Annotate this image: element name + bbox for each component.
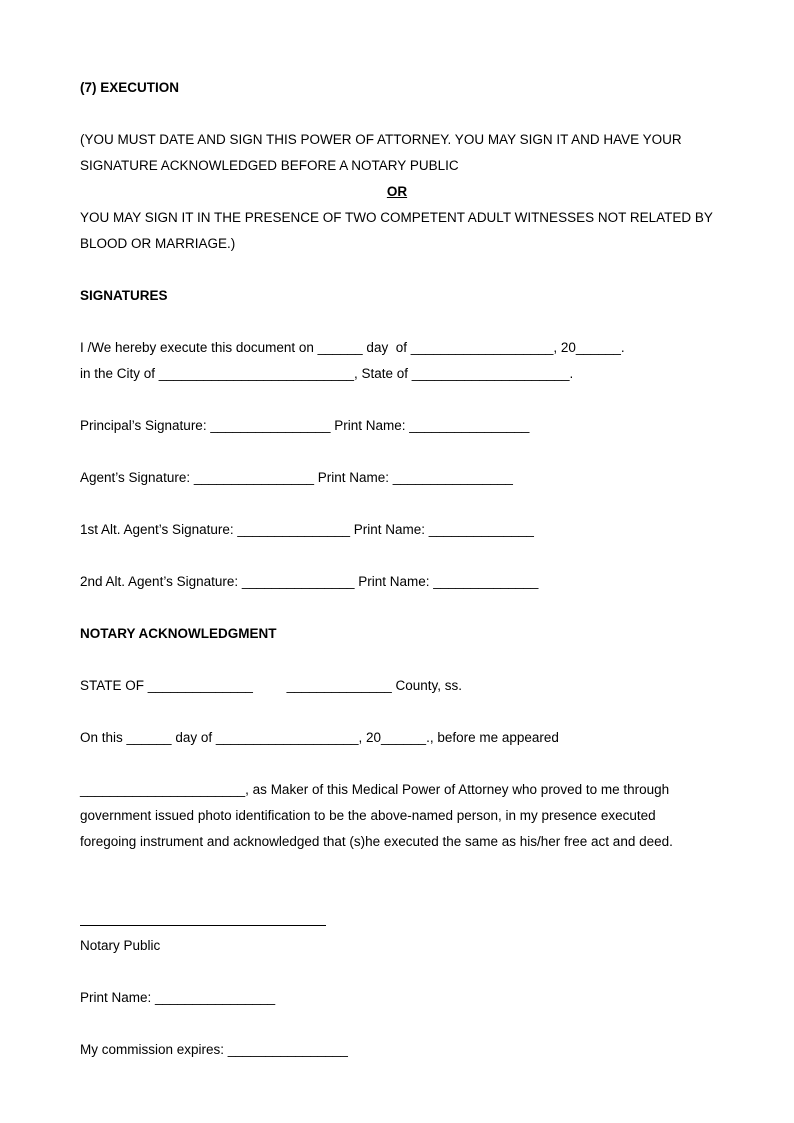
notary-commission-expires-line: My commission expires: ________________ bbox=[80, 1042, 348, 1057]
execution-instruction-line-1: (YOU MUST DATE AND SIGN THIS POWER OF ATTORNEY. YOU MAY SIGN IT AND HAVE YOUR bbox=[80, 132, 682, 147]
execution-instruction-line-4: BLOOD OR MARRIAGE.) bbox=[80, 236, 236, 251]
notary-public-label: Notary Public bbox=[80, 938, 161, 953]
execution-heading: (7) EXECUTION bbox=[80, 80, 180, 95]
notary-heading: NOTARY ACKNOWLEDGMENT bbox=[80, 626, 277, 641]
execution-or: OR bbox=[386, 184, 408, 199]
execute-location-line: in the City of __________________________, State of _____________________. bbox=[80, 366, 574, 381]
principal-signature-line: Principal’s Signature: ________________ Print Name: ________________ bbox=[80, 418, 530, 433]
second-alt-agent-signature-line: 2nd Alt. Agent’s Signature: _______________ Print Name: ______________ bbox=[80, 574, 539, 589]
agent-signature-line: Agent’s Signature: ________________ Print Name: ________________ bbox=[80, 470, 513, 485]
notary-maker-line-1: ______________________, as Maker of this Medical Power of Attorney who proved to me through bbox=[80, 782, 670, 797]
first-alt-agent-signature-line: 1st Alt. Agent’s Signature: _______________ Print Name: ______________ bbox=[80, 522, 534, 537]
notary-state-line: STATE OF ______________ ______________ County, ss. bbox=[80, 678, 463, 693]
notary-maker-line-3: foregoing instrument and acknowledged that (s)he executed the same as his/her free act and deed. bbox=[80, 834, 673, 849]
notary-signature-rule bbox=[80, 925, 326, 926]
notary-maker-line-2: government issued photo identification to be the above-named person, in my presence executed bbox=[80, 808, 656, 823]
execution-instruction-line-3: YOU MAY SIGN IT IN THE PRESENCE OF TWO COMPETENT ADULT WITNESSES NOT RELATED BY bbox=[80, 210, 713, 225]
execution-instruction-line-2: SIGNATURE ACKNOWLEDGED BEFORE A NOTARY PUBLIC bbox=[80, 158, 459, 173]
notary-print-name-line: Print Name: ________________ bbox=[80, 990, 276, 1005]
signatures-heading: SIGNATURES bbox=[80, 288, 168, 303]
execute-date-line: I /We hereby execute this document on ______ day of ___________________, 20______. bbox=[80, 340, 625, 355]
notary-on-this-line: On this ______ day of ___________________, 20______., before me appeared bbox=[80, 730, 559, 745]
